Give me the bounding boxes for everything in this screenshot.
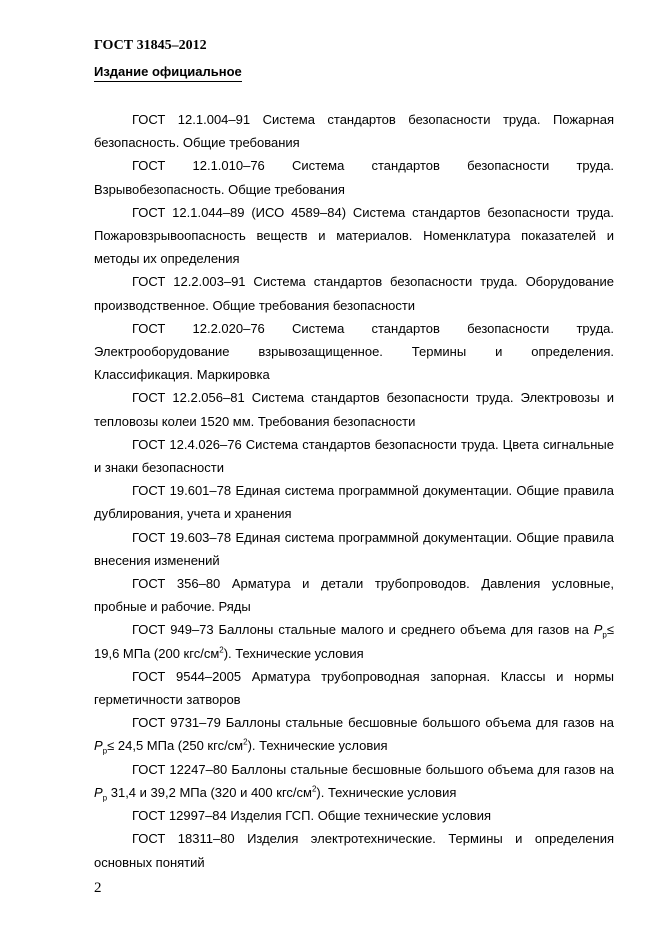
reference-entry: [94, 572, 614, 618]
reference-text: ≤ 19,6 МПа (200 кгс/см: [94, 622, 614, 661]
reference-entry: [94, 433, 614, 479]
reference-text: ГОСТ 12.1.010–76 Система стандартов безопасности труда. Взрывобезопасность. Общие требования: [94, 158, 614, 197]
reference-text: ГОСТ 12.1.044–89 (ИСО 4589–84) Система стандартов безопасности труда. Пожаровзрывоопасность веществ и материалов. Номенклатура показателей и методы их определения: [94, 204, 614, 267]
unit-superscript: 2: [311, 784, 317, 794]
reference-entry: [94, 758, 614, 804]
pressure-symbol: P: [94, 738, 103, 754]
unit-superscript: 2: [219, 645, 224, 655]
reference-entry: [94, 317, 614, 387]
reference-text: ГОСТ 12247–80 Баллоны стальные бесшовные большого объема для газов на: [132, 761, 614, 777]
pressure-subscript: р: [102, 793, 108, 803]
edition-label: Издание официальное: [94, 64, 242, 82]
pressure-subscript: р: [102, 747, 108, 757]
reference-entry: [94, 270, 614, 316]
reference-entry: [94, 804, 614, 827]
reference-text: ГОСТ 19.603–78 Единая система программной документации. Общие правила внесения изменений: [94, 529, 614, 568]
reference-entry: [94, 827, 614, 873]
reference-text: ≤ 24,5 МПа (250 кгс/см: [107, 738, 244, 754]
reference-text: ГОСТ 12.2.020–76 Система стандартов безопасности труда. Электрооборудование взрывозащищенное. Термины и определения. Классификация. Маркировка: [94, 320, 614, 383]
reference-entry: [94, 386, 614, 432]
reference-entry: [94, 711, 614, 757]
reference-entry: [94, 618, 614, 664]
reference-text: ГОСТ 18311–80 Изделия электротехнические. Термины и определения основных понятий: [94, 831, 614, 870]
reference-entry: [94, 526, 614, 572]
reference-text: ГОСТ 12.2.056–81 Система стандартов безопасности труда. Электровозы и тепловозы колеи 1520 мм. Требования безопасности: [94, 390, 614, 429]
reference-entry: [94, 154, 614, 200]
unit-superscript: 2: [243, 738, 248, 748]
pressure-subscript: p: [602, 631, 607, 641]
reference-text: ГОСТ 12997–84 Изделия ГСП. Общие технические условия: [132, 808, 492, 824]
reference-text: ). Технические условия: [223, 645, 364, 661]
reference-text: ). Технические условия: [247, 738, 388, 754]
standard-number: ГОСТ 31845–2012: [94, 38, 207, 53]
reference-text: ГОСТ 19.601–78 Единая система программной документации. Общие правила дублирования, учета и хранения: [94, 483, 614, 522]
reference-entry: [94, 108, 614, 154]
reference-entry: [94, 479, 614, 525]
reference-entry: [94, 665, 614, 711]
reference-text: ГОСТ 9731–79 Баллоны стальные бесшовные большого объема для газов на: [132, 715, 614, 731]
reference-text: ГОСТ 12.2.003–91 Система стандартов безопасности труда. Оборудование производственное. Общие требования безопасности: [94, 274, 614, 313]
reference-text: ГОСТ 356–80 Арматура и детали трубопроводов. Давления условные, пробные и рабочие. Ряды: [94, 576, 614, 615]
pressure-symbol: P: [593, 622, 603, 638]
reference-text: 31,4 и 39,2 МПа (320 и 400 кгс/см: [107, 784, 312, 800]
reference-text: ГОСТ 12.4.026–76 Система стандартов безопасности труда. Цвета сигнальные и знаки безопасности: [94, 436, 614, 476]
pressure-symbol: P: [94, 784, 103, 800]
page-number: 2: [94, 880, 102, 896]
reference-entry: [94, 201, 614, 271]
normative-references-list: [94, 108, 614, 874]
reference-text: ГОСТ 949–73 Баллоны стальные малого и среднего объема для газов на: [132, 622, 594, 638]
reference-text: ). Технические условия: [316, 784, 457, 800]
reference-text: ГОСТ 9544–2005 Арматура трубопроводная запорная. Классы и нормы герметичности затворов: [94, 668, 614, 708]
reference-text: ГОСТ 12.1.004–91 Система стандартов безопасности труда. Пожарная безопасность. Общие требования: [94, 112, 614, 151]
